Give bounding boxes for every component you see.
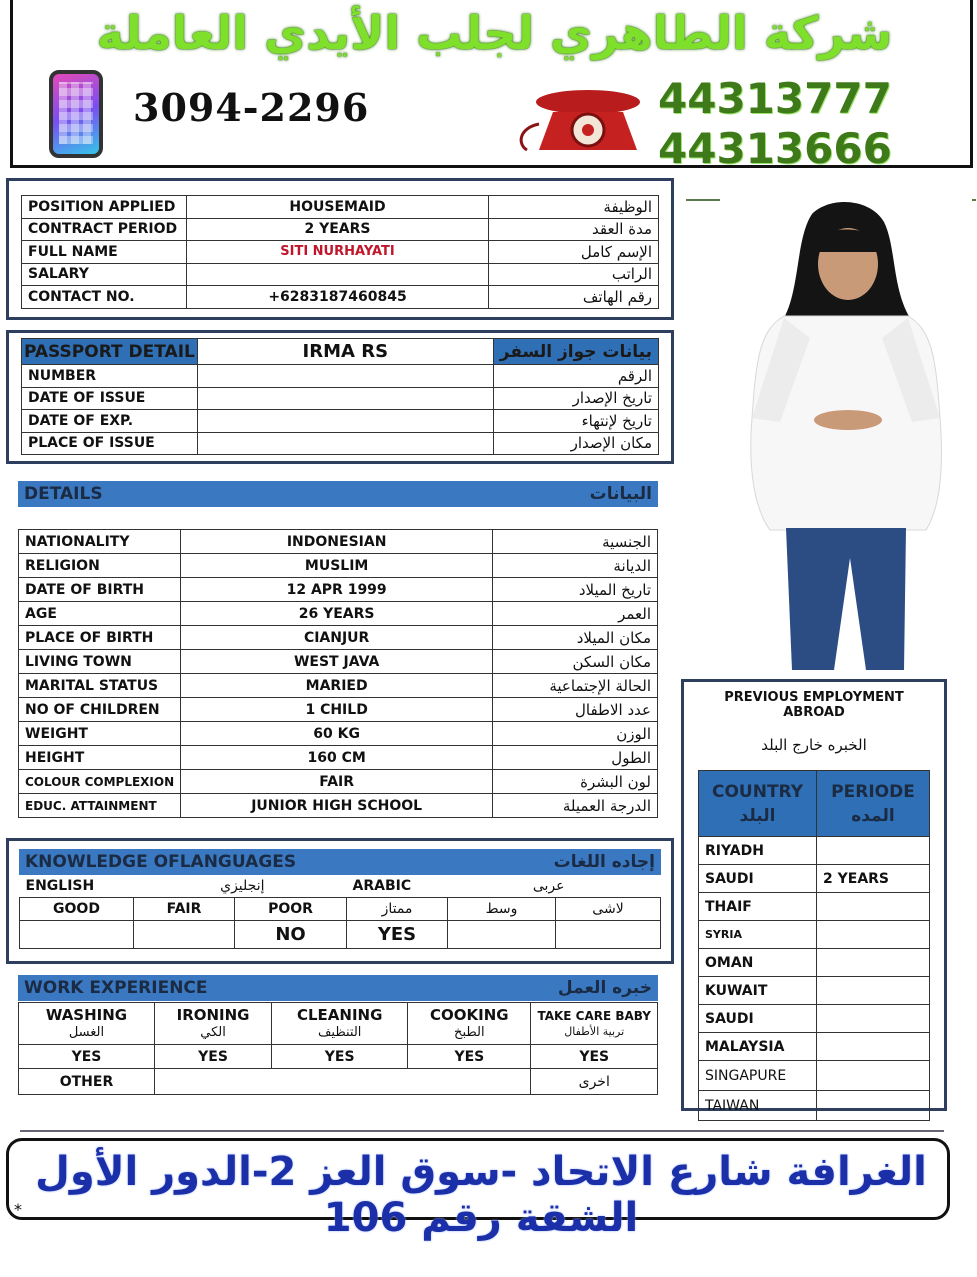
row-label: DATE OF BIRTH [19,578,181,602]
arabic-label: ARABIC [352,878,412,894]
table-row [19,746,658,770]
period-cell [817,1005,930,1033]
row-label: RELIGION [19,554,181,578]
value-poor: NO [235,920,347,948]
applicant-photo [720,198,972,670]
table-row [699,1061,930,1091]
english-label-ar: إنجليزي [220,878,265,894]
passport-table [21,338,659,455]
language-name-row [20,875,661,898]
telephone-icon [513,84,643,154]
row-label: LIVING TOWN [19,650,181,674]
row-value: HOUSEMAID [187,196,489,219]
period-cell [817,1091,930,1121]
row-label-ar: مكان الميلاد [493,626,658,650]
basic-info-table [21,195,659,309]
skills-row [19,1003,658,1045]
table-row [699,949,930,977]
row-label-ar: مدة العقد [489,218,659,241]
table-row [19,650,658,674]
skill-label-ar: التنظيف [317,1024,362,1040]
table-row [19,674,658,698]
row-label-ar: تاريخ الإصدار [493,387,658,410]
row-label-ar: الرقم [493,365,658,388]
table-row [699,865,930,893]
row-value: SITI NURHAYATI [187,241,489,264]
row-value [187,263,489,286]
row-value: 26 YEARS [181,602,493,626]
row-label: NUMBER [22,365,198,388]
work-table [18,1002,658,1095]
table-row [19,554,658,578]
row-label: POSITION APPLIED [22,196,187,219]
other-label: OTHER [19,1069,155,1095]
row-label: EDUC. ATTAINMENT [19,794,181,818]
value-fair [134,920,235,948]
row-label-ar: الدرجة العميلة [493,794,658,818]
table-row [699,921,930,949]
period-cell [817,1033,930,1061]
row-label: MARITAL STATUS [19,674,181,698]
country-cell: SAUDI [699,865,817,893]
value-medium [448,920,556,948]
row-label-ar: الجنسية [493,530,658,554]
skill-cooking [408,1003,531,1045]
row-value [197,365,493,388]
row-value: CIANJUR [181,626,493,650]
work-title-ar: خبره العمل [557,978,652,998]
table-row [19,698,658,722]
row-label-ar: تاريخ الميلاد [493,578,658,602]
period-cell [817,977,930,1005]
details-title: DETAILS [24,484,103,504]
table-row [19,770,658,794]
landline-number-1[interactable]: 44313777 [658,74,892,123]
row-label: HEIGHT [19,746,181,770]
row-value [197,387,493,410]
period-cell [817,949,930,977]
row-label: NO OF CHILDREN [19,698,181,722]
row-label: DATE OF EXP. [22,410,198,433]
language-levels-row [20,898,661,921]
country-header [699,771,817,837]
address-footer [6,1138,950,1241]
table-row [22,218,659,241]
skill-label-ar: تربية الأطفال [564,1024,625,1038]
skill-baby-care [531,1003,658,1045]
row-value: MARIED [181,674,493,698]
languages-header [19,849,661,875]
work-title: WORK EXPERIENCE [24,978,208,998]
country-cell: MALAYSIA [699,1033,817,1061]
period-header-label: PERIODE [831,781,915,802]
languages-box [6,838,674,964]
other-value [154,1069,531,1095]
table-row [19,578,658,602]
skill-value: YES [154,1045,271,1069]
table-row [19,626,658,650]
value-none [556,920,661,948]
row-value: 2 YEARS [187,218,489,241]
table-row [699,1033,930,1061]
skill-value: YES [531,1045,658,1069]
other-row [19,1069,658,1095]
country-cell: THAIF [699,893,817,921]
skill-label-ar: الكي [200,1024,226,1040]
level-good: GOOD [20,898,134,921]
period-cell [817,921,930,949]
value-excellent: YES [347,920,448,948]
row-label-ar: الديانة [493,554,658,578]
previous-employment-title-ar: الخبره خارج البلد [761,736,867,754]
mobile-phone-icon [49,70,103,158]
other-label-ar: اخرى [531,1069,658,1095]
landline-number-2[interactable]: 44313666 [658,124,892,173]
period-header [817,771,930,837]
row-value: 60 KG [181,722,493,746]
row-label-ar: العمر [493,602,658,626]
languages-table [19,875,661,949]
row-label-ar: الطول [493,746,658,770]
details-table [18,529,658,818]
row-label: SALARY [22,263,187,286]
header-banner [10,0,973,173]
details-header [18,481,658,507]
skill-label: WASHING [45,1005,128,1024]
table-row [22,365,659,388]
company-name: شركة الطاهري لجلب الأيدي العاملة [96,6,893,60]
details-title-ar: البيانات [589,484,652,504]
languages-title-ar: إجاده اللغات [553,852,655,872]
skill-value: YES [272,1045,408,1069]
work-table-wrap [18,1002,658,1095]
level-excellent-ar: ممتاز [347,898,448,921]
row-value: FAIR [181,770,493,794]
row-label: AGE [19,602,181,626]
arabic-cell [347,875,661,898]
period-cell [817,837,930,865]
skill-value: YES [408,1045,531,1069]
row-label-ar: الحالة الإجتماعية [493,674,658,698]
passport-header-row [22,339,659,365]
country-cell: KUWAIT [699,977,817,1005]
period-cell: 2 YEARS [817,865,930,893]
footnote-star: * [14,1200,22,1219]
row-value: 12 APR 1999 [181,578,493,602]
table-row [699,1005,930,1033]
office-address: الغرافة شارع الاتحاد -سوق العز 2-الدور الأول الشقة رقم 106 [35,1149,927,1241]
skill-label-ar: الطبخ [454,1024,485,1040]
row-value: INDONESIAN [181,530,493,554]
table-row [699,893,930,921]
english-label: ENGLISH [25,878,95,894]
skill-ironing [154,1003,271,1045]
row-label: DATE OF ISSUE [22,387,198,410]
period-header-label-ar: المده [851,805,895,826]
details-table-wrap [18,529,658,818]
row-label-ar: الراتب [489,263,659,286]
skill-cleaning [272,1003,408,1045]
row-label: PLACE OF ISSUE [22,432,198,455]
language-values-row [20,920,661,948]
row-label-ar: عدد الاطفال [493,698,658,722]
row-label-ar: لون البشرة [493,770,658,794]
previous-employment-table [698,770,930,1121]
mobile-number[interactable]: 3094-2296 [133,85,370,130]
work-header [18,975,658,1001]
level-medium-ar: وسط [448,898,556,921]
skill-washing [19,1003,155,1045]
table-row [19,530,658,554]
passport-title: PASSPORT DETAIL [22,339,198,365]
country-header-label: COUNTRY [711,781,804,802]
row-value: 1 CHILD [181,698,493,722]
country-header-label-ar: البلد [739,805,776,826]
table-row [22,196,659,219]
row-label-ar: رقم الهاتف [489,286,659,309]
row-value: MUSLIM [181,554,493,578]
level-fair: FAIR [134,898,235,921]
row-label-ar: مكان الإصدار [493,432,658,455]
table-row [22,263,659,286]
row-label: COLOUR COMPLEXION [19,770,181,794]
row-label-ar: مكان السكن [493,650,658,674]
table-row [699,837,930,865]
row-value [197,432,493,455]
value-good [20,920,134,948]
skill-label: COOKING [430,1005,509,1024]
previous-employment-box [681,679,947,1114]
previous-employment-title: PREVIOUS EMPLOYMENT ABROAD [724,690,904,720]
previous-employment-head [699,771,930,837]
level-none-ar: لاشى [556,898,661,921]
passport-title-ar: بيانات جواز السفر [493,339,658,365]
country-cell: SAUDI [699,1005,817,1033]
row-label-ar: الوظيفة [489,196,659,219]
table-row [19,602,658,626]
skill-label: TAKE CARE BABY [537,1008,651,1023]
table-row [22,241,659,264]
row-label: FULL NAME [22,241,187,264]
row-value: +6283187460845 [187,286,489,309]
table-row [699,977,930,1005]
row-value: WEST JAVA [181,650,493,674]
footer-top-rule [20,1130,944,1132]
basic-info-box [6,178,674,320]
table-row [19,722,658,746]
row-label: WEIGHT [19,722,181,746]
country-cell: RIYADH [699,837,817,865]
passport-box [6,330,674,464]
table-row [22,286,659,309]
country-cell: SINGAPURE [699,1061,817,1091]
row-label: NATIONALITY [19,530,181,554]
skill-label: IRONING [176,1005,250,1024]
period-cell [817,893,930,921]
skill-label-ar: الغسل [68,1024,105,1040]
skill-label: CLEANING [296,1005,383,1024]
level-poor: POOR [235,898,347,921]
period-cell [817,1061,930,1091]
row-label-ar: الوزن [493,722,658,746]
row-label: PLACE OF BIRTH [19,626,181,650]
row-label: CONTRACT PERIOD [22,218,187,241]
table-row [22,387,659,410]
row-value [197,410,493,433]
table-row [699,1091,930,1121]
table-row [22,410,659,433]
row-label-ar: الإسم كامل [489,241,659,264]
country-cell: SYRIA [699,921,817,949]
row-value: 160 CM [181,746,493,770]
row-label: CONTACT NO. [22,286,187,309]
table-row [19,794,658,818]
table-row [22,432,659,455]
languages-title: KNOWLEDGE OFLANGUAGES [25,852,297,872]
skills-values-row [19,1045,658,1069]
arabic-label-ar: عربى [532,878,565,894]
passport-name: IRMA RS [197,339,493,365]
country-cell: OMAN [699,949,817,977]
row-value: JUNIOR HIGH SCHOOL [181,794,493,818]
skill-value: YES [19,1045,155,1069]
country-cell: TAIWAN [699,1091,817,1121]
english-cell [20,875,347,898]
row-label-ar: تاريخ لإنتهاء [493,410,658,433]
